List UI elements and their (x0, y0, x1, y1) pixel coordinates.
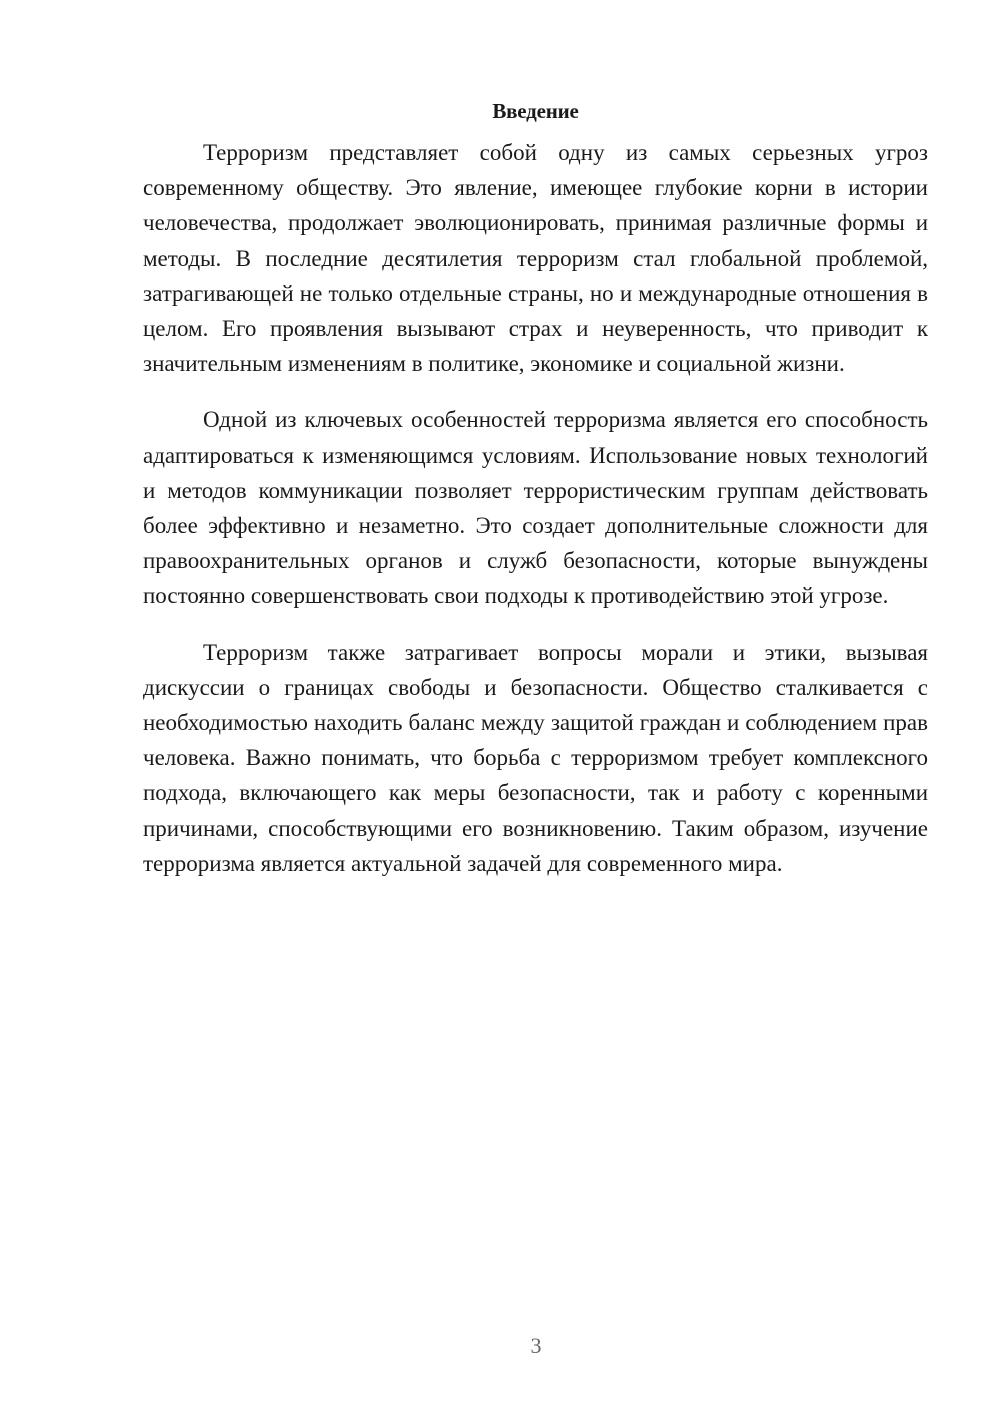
page-body (143, 96, 928, 881)
section-heading: Введение (492, 99, 579, 123)
paragraph-1: Терроризм представляет собой одну из самых серьезных угроз современному обществу. Это явление, имеющее глубокие корни в истории человечества, продолжает эволюционировать, принимая различные формы и методы. В последние десятилетия терроризм стал глобальной проблемой, затрагивающей не только отдельные страны, но и международные отношения в целом. Его проявления вызывают страх и неуверенность, что приводит к значительным изменениям в политике, экономике и социальной жизни. (143, 140, 928, 377)
page-number: 3 (530, 1333, 542, 1358)
paragraph-2: Одной из ключевых особенностей терроризма является его способность адаптироваться к изменяющимся условиям. Использование новых технологий и методов коммуникации позволяет террористическим группам действовать более эффективно и незаметно. Это создает дополнительные сложности для правоохранительных органов и служб безопасности, которые вынуждены постоянно совершенствовать свои подходы к противодействию этой угрозе. (143, 407, 928, 609)
paragraph-3: Терроризм также затрагивает вопросы морали и этики, вызывая дискуссии о границах свободы и безопасности. Общество сталкивается с необходимостью находить баланс между защитой граждан и соблюдением прав человека. Важно понимать, что борьба с терроризмом требует комплексного подхода, включающего как меры безопасности, так и работу с коренными причинами, способствующими его возникновению. Таким образом, изучение терроризма является актуальной задачей для современного мира. (143, 639, 928, 876)
